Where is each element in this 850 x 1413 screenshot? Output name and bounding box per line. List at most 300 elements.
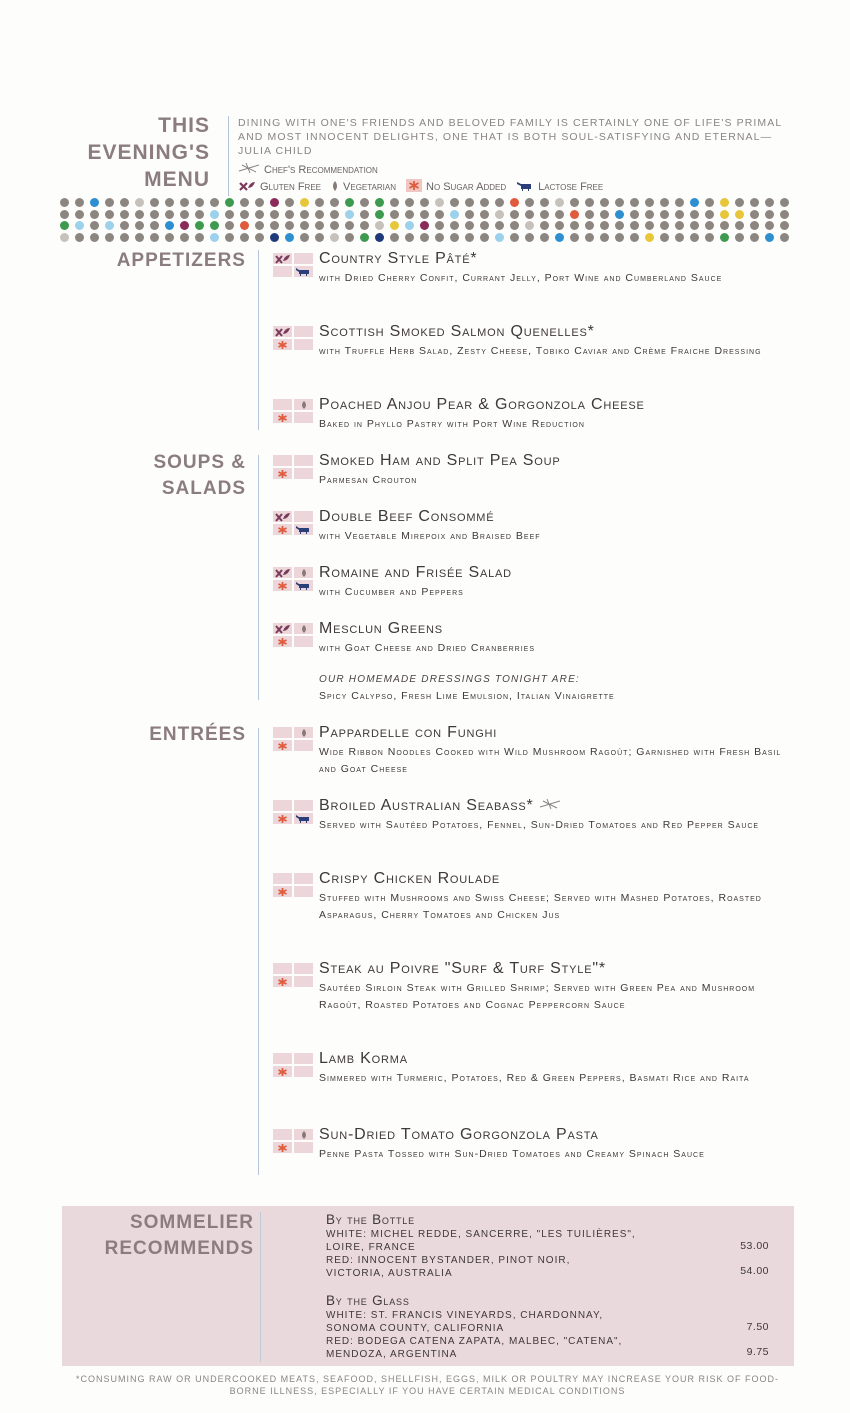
decorative-dot — [180, 233, 189, 242]
decorative-dot — [660, 198, 669, 207]
section-title-line: SALADS — [161, 478, 246, 499]
decorative-dot — [495, 221, 504, 230]
item-name-text: Broiled Australian Seabass* — [319, 797, 534, 815]
decorative-dot — [450, 221, 459, 230]
decorative-dot — [750, 198, 759, 207]
dietary-icon-cell — [273, 1129, 292, 1140]
decorative-dot — [600, 198, 609, 207]
dietary-icon-cell — [273, 412, 292, 423]
decorative-dot — [225, 198, 234, 207]
dietary-icons — [273, 511, 313, 535]
decorative-dot — [480, 233, 489, 242]
dietary-icon-cell — [273, 326, 292, 337]
dietary-icon-cell — [294, 567, 313, 578]
decorative-dot — [375, 210, 384, 219]
decorative-dot — [675, 233, 684, 242]
decorative-dot — [600, 210, 609, 219]
decorative-dot — [690, 233, 699, 242]
item-name — [319, 797, 561, 815]
decorative-dot — [345, 233, 354, 242]
no-sugar-icon — [277, 637, 288, 647]
decorative-dot — [690, 221, 699, 230]
decorative-dot — [315, 233, 324, 242]
leaf-icon — [300, 728, 308, 738]
gluten-free-icon — [238, 180, 256, 195]
dietary-icon-cell — [294, 326, 313, 337]
decorative-dot — [645, 221, 654, 230]
cow-icon — [295, 581, 312, 591]
dietary-icon-cell — [273, 253, 292, 264]
decorative-dot — [480, 198, 489, 207]
dietary-icon-cell — [273, 339, 292, 350]
decorative-dot — [165, 233, 174, 242]
decorative-dot — [270, 221, 279, 230]
decorative-dot — [375, 221, 384, 230]
decorative-dot — [780, 233, 789, 242]
decorative-dot — [480, 210, 489, 219]
by-the-glass-heading: By the Glass — [326, 1293, 410, 1308]
wine-price: 54.00 — [740, 1265, 769, 1277]
wine-line: RED: BODEGA CATENA ZAPATA, MALBEC, "CATENA", — [326, 1336, 623, 1347]
decorative-dot — [345, 198, 354, 207]
leaf-icon — [331, 180, 339, 195]
dietary-icon-cell — [294, 1066, 313, 1077]
decorative-dot — [420, 210, 429, 219]
decorative-dot — [525, 221, 534, 230]
decorative-dot — [570, 233, 579, 242]
decorative-dot — [465, 210, 474, 219]
decorative-dot — [360, 233, 369, 242]
dietary-icon-cell — [294, 511, 313, 522]
wine-line: MENDOZA, ARGENTINA — [326, 1349, 458, 1360]
decorative-dot — [615, 198, 624, 207]
decorative-dot — [735, 198, 744, 207]
leaf-icon — [300, 568, 308, 578]
dietary-icon-cell — [273, 580, 292, 591]
decorative-dot — [405, 210, 414, 219]
item-name: Lamb Korma — [319, 1050, 408, 1067]
wine-line: RED: INNOCENT BYSTANDER, PINOT NOIR, — [326, 1255, 571, 1266]
decorative-dot — [195, 210, 204, 219]
dietary-icons — [273, 1129, 313, 1153]
decorative-dot — [390, 221, 399, 230]
decorative-dot — [465, 198, 474, 207]
decorative-dot — [270, 198, 279, 207]
section-divider — [258, 250, 259, 430]
decorative-dot — [420, 198, 429, 207]
decorative-dot — [720, 210, 729, 219]
decorative-dot — [735, 233, 744, 242]
dietary-icon-cell — [294, 800, 313, 811]
decorative-dot — [465, 221, 474, 230]
item-name: Scottish Smoked Salmon Quenelles* — [319, 323, 595, 340]
wine-line: SONOMA COUNTY, CALIFORNIA — [326, 1323, 505, 1334]
decorative-dot — [615, 221, 624, 230]
decorative-dot — [105, 198, 114, 207]
decorative-dot — [540, 198, 549, 207]
decorative-dot — [240, 210, 249, 219]
decorative-dot — [570, 198, 579, 207]
decorative-dot — [300, 233, 309, 242]
dietary-icon-cell — [294, 266, 313, 277]
dietary-icon-cell — [294, 873, 313, 884]
decorative-dot — [75, 233, 84, 242]
item-name: Smoked Ham and Split Pea Soup — [319, 452, 561, 469]
menu-title — [40, 112, 210, 193]
no-sugar-icon — [277, 340, 288, 350]
legend-chef — [238, 162, 378, 177]
decorative-dot — [90, 198, 99, 207]
decorative-dot — [195, 233, 204, 242]
decorative-dot — [645, 210, 654, 219]
dietary-icons — [273, 623, 313, 647]
dressings-heading: OUR HOMEMADE DRESSINGS TONIGHT ARE: — [319, 674, 580, 685]
item-name: Sun-Dried Tomato Gorgonzola Pasta — [319, 1126, 599, 1143]
no-sugar-icon — [277, 1067, 288, 1077]
cow-icon — [516, 180, 534, 195]
sommelier-title-line: SOMMELIER — [129, 1212, 254, 1233]
decorative-dot — [240, 221, 249, 230]
decorative-dot — [405, 198, 414, 207]
decorative-dot — [555, 198, 564, 207]
decorative-dot — [180, 210, 189, 219]
dietary-legend — [238, 179, 613, 195]
dietary-icon-cell — [294, 399, 313, 410]
decorative-dot — [495, 233, 504, 242]
dietary-icon-cell — [273, 455, 292, 466]
decorative-dot — [75, 210, 84, 219]
legend-lactose-free — [516, 180, 603, 195]
dietary-icons — [273, 326, 313, 350]
decorative-dot — [630, 233, 639, 242]
legend-label: Gluten Free — [260, 181, 322, 193]
decorative-dot — [630, 221, 639, 230]
chef-star-icon — [238, 162, 260, 177]
gluten-free-icon — [274, 254, 291, 264]
item-description: Stuffed with Mushrooms and Swiss Cheese; Served with Mashed Potatoes, Roasted Asparagus, Cherry Tomatoes and Chicken Jus — [319, 892, 762, 921]
decorative-dot — [150, 210, 159, 219]
decorative-dot — [195, 221, 204, 230]
item-description: Simmered with Turmeric, Potatoes, Red & Green Peppers, Basmati Rice and Raita — [319, 1072, 750, 1084]
decorative-dot — [450, 198, 459, 207]
item-description: Penne Pasta Tossed with Sun-Dried Tomatoes and Creamy Spinach Sauce — [319, 1148, 705, 1160]
legend-gluten-free — [238, 180, 321, 195]
dietary-icon-cell — [273, 886, 292, 897]
item-description: Baked in Phyllo Pastry with Port Wine Reduction — [319, 418, 585, 430]
food-safety-disclaimer: *CONSUMING RAW OR UNDERCOOKED MEATS, SEAFOOD, SHELLFISH, EGGS, MILK OR POULTRY MAY INCREASE YOUR RISK OF FOOD-BORNE ILLNESS, ESPECIALLY IF YOU HAVE CERTAIN MEDICAL CONDITIONS — [75, 1374, 780, 1396]
decorative-dot — [75, 198, 84, 207]
section-divider — [258, 728, 259, 1175]
decorative-dot — [660, 233, 669, 242]
item-description: Sautéed Sirloin Steak with Grilled Shrimp; Served with Green Pea and Mushroom Ragoût, Roasted Potatoes and Cognac Peppercorn Sauce — [319, 982, 756, 1011]
no-sugar-icon — [277, 1143, 288, 1153]
decorative-dot — [510, 198, 519, 207]
dietary-icons — [273, 727, 313, 751]
decorative-dot — [705, 210, 714, 219]
decorative-dot — [765, 221, 774, 230]
dietary-icon-cell — [294, 412, 313, 423]
dietary-icon-cell — [273, 873, 292, 884]
no-sugar-icon — [277, 525, 288, 535]
decorative-dot — [345, 210, 354, 219]
dietary-icon-cell — [294, 455, 313, 466]
decorative-dot — [585, 233, 594, 242]
section-title-line: SOUPS & — [153, 452, 246, 473]
wine-line: WHITE: ST. FRANCIS VINEYARDS, CHARDONNAY, — [326, 1310, 604, 1321]
decorative-dot — [90, 221, 99, 230]
decorative-dot — [630, 210, 639, 219]
item-name: Crispy Chicken Roulade — [319, 870, 500, 887]
decorative-dot — [285, 221, 294, 230]
decorative-dot — [285, 210, 294, 219]
decorative-dot — [720, 221, 729, 230]
decorative-dot — [525, 233, 534, 242]
decorative-dot — [135, 221, 144, 230]
decorative-dot — [750, 221, 759, 230]
dietary-icons — [273, 800, 313, 824]
decorative-dot — [705, 221, 714, 230]
decorative-dot — [195, 198, 204, 207]
dietary-icon-cell — [273, 399, 292, 410]
dietary-icon-cell — [273, 1142, 292, 1153]
decorative-dot — [660, 210, 669, 219]
decorative-dot — [375, 198, 384, 207]
decorative-dot — [150, 221, 159, 230]
dietary-icon-cell — [294, 636, 313, 647]
decorative-dot — [765, 233, 774, 242]
decorative-dot — [330, 233, 339, 242]
decorative-dot — [675, 210, 684, 219]
decorative-dot — [60, 210, 69, 219]
decorative-dot — [210, 198, 219, 207]
decorative-dot — [390, 233, 399, 242]
decorative-dot — [675, 221, 684, 230]
decorative-dot — [495, 210, 504, 219]
decorative-dot — [510, 221, 519, 230]
decorative-dot — [675, 198, 684, 207]
item-name: Romaine and Frisée Salad — [319, 564, 512, 581]
dietary-icon-cell — [294, 727, 313, 738]
decorative-dot — [240, 198, 249, 207]
dietary-icon-cell — [294, 468, 313, 479]
decorative-dot — [645, 198, 654, 207]
dietary-icon-cell — [273, 1053, 292, 1064]
item-description: with Vegetable Mirepoix and Braised Beef — [319, 530, 541, 542]
decorative-dot — [585, 221, 594, 230]
legend-vegetarian — [331, 180, 396, 195]
decorative-dot — [225, 210, 234, 219]
no-sugar-icon — [277, 469, 288, 479]
decorative-dot — [270, 210, 279, 219]
wine-price: 7.50 — [746, 1321, 769, 1333]
decorative-dot — [570, 221, 579, 230]
dietary-icon-cell — [273, 1066, 292, 1077]
decorative-dot — [210, 221, 219, 230]
decorative-dot — [120, 233, 129, 242]
decorative-dot — [330, 210, 339, 219]
decorative-dot — [330, 221, 339, 230]
decorative-dot — [120, 198, 129, 207]
section-entrees: ENTRÉES — [149, 724, 246, 745]
decorative-dot — [225, 233, 234, 242]
decorative-dot — [540, 210, 549, 219]
decorative-dot — [555, 221, 564, 230]
decorative-dot — [405, 233, 414, 242]
decorative-dot — [60, 198, 69, 207]
item-description: with Dried Cherry Confit, Currant Jelly, Port Wine and Cumberland Sauce — [319, 272, 723, 284]
decorative-dot — [360, 210, 369, 219]
decorative-dot — [615, 233, 624, 242]
dietary-icon-cell — [273, 524, 292, 535]
decorative-dot — [255, 198, 264, 207]
dietary-icon-cell — [273, 623, 292, 634]
decorative-dot — [345, 221, 354, 230]
legend-label: Vegetarian — [343, 181, 396, 193]
section-soups-salads — [153, 450, 246, 502]
decorative-dot — [585, 210, 594, 219]
gluten-free-icon — [274, 327, 291, 337]
no-sugar-icon — [277, 977, 288, 987]
decorative-dot — [780, 210, 789, 219]
decorative-dot — [555, 233, 564, 242]
dietary-icons — [273, 567, 313, 591]
decorative-dot — [330, 198, 339, 207]
decorative-dot — [435, 210, 444, 219]
dietary-icon-cell — [294, 623, 313, 634]
decorative-dot — [510, 210, 519, 219]
dietary-icon-cell — [294, 253, 313, 264]
legend-label: Lactose Free — [538, 181, 604, 193]
leaf-icon — [300, 624, 308, 634]
no-sugar-icon — [406, 179, 422, 195]
item-description: Parmesan Crouton — [319, 474, 418, 486]
decorative-dot — [465, 233, 474, 242]
decorative-dot — [150, 233, 159, 242]
decorative-dot — [630, 198, 639, 207]
gluten-free-icon — [274, 568, 291, 578]
decorative-dot — [135, 233, 144, 242]
decorative-dot — [750, 210, 759, 219]
menu-title-line: MENU — [144, 168, 210, 191]
cow-icon — [295, 814, 312, 824]
dietary-icon-cell — [294, 813, 313, 824]
decorative-dot — [135, 198, 144, 207]
decorative-dot — [510, 233, 519, 242]
decorative-dot — [480, 221, 489, 230]
decorative-dot — [240, 233, 249, 242]
decorative-dot — [60, 233, 69, 242]
decorative-dot — [720, 198, 729, 207]
decorative-dot — [225, 221, 234, 230]
decorative-dot — [390, 210, 399, 219]
decorative-dot — [165, 221, 174, 230]
decorative-dot — [660, 221, 669, 230]
decorative-dot — [285, 198, 294, 207]
no-sugar-icon — [277, 413, 288, 423]
decorative-dot — [420, 233, 429, 242]
wine-line: WHITE: MICHEL REDDE, SANCERRE, "LES TUILIÈRES", — [326, 1229, 636, 1240]
decorative-dot — [615, 210, 624, 219]
header-divider — [228, 116, 229, 196]
decorative-dot — [360, 198, 369, 207]
decorative-dot — [135, 210, 144, 219]
decorative-dot — [300, 221, 309, 230]
decorative-dot — [360, 221, 369, 230]
decorative-dot — [540, 221, 549, 230]
decorative-dot — [390, 198, 399, 207]
dietary-icon-cell — [294, 1053, 313, 1064]
dietary-icon-cell — [273, 740, 292, 751]
section-divider — [258, 455, 259, 700]
decorative-dot — [120, 221, 129, 230]
dietary-icon-cell — [294, 963, 313, 974]
dietary-icon-cell — [273, 636, 292, 647]
chef-star-icon — [539, 797, 561, 815]
leaf-icon — [300, 1130, 308, 1140]
decorative-dot — [435, 233, 444, 242]
decorative-dot — [180, 221, 189, 230]
menu-title-line: THIS — [158, 114, 210, 137]
menu-title-line: EVENING'S — [87, 141, 210, 164]
decorative-dot — [150, 198, 159, 207]
decorative-dot — [600, 221, 609, 230]
legend-chef-label: Chef's Recommendation — [264, 163, 378, 176]
item-name: Country Style Pâté* — [319, 250, 478, 267]
item-description: Served with Sautéed Potatoes, Fennel, Sun-Dried Tomatoes and Red Pepper Sauce — [319, 819, 760, 831]
wine-price: 53.00 — [740, 1240, 769, 1252]
dietary-icon-cell — [294, 1142, 313, 1153]
legend-label: No Sugar Added — [426, 181, 507, 193]
dietary-icon-cell — [273, 976, 292, 987]
decorative-dot — [645, 233, 654, 242]
decorative-dot — [705, 198, 714, 207]
item-description: with Truffle Herb Salad, Zesty Cheese, Tobiko Caviar and Crème Fraiche Dressing — [319, 345, 762, 357]
decorative-dot — [375, 233, 384, 242]
decorative-dot — [705, 233, 714, 242]
decorative-dot — [270, 233, 279, 242]
decorative-dot — [525, 210, 534, 219]
julia-child-quote: DINING WITH ONE'S FRIENDS AND BELOVED FAMILY IS CERTAINLY ONE OF LIFE'S PRIMAL AND MOST INNOCENT DELIGHTS, ONE THAT IS BOTH SOUL-SATISFYING AND ETERNAL— JULIA CHILD — [238, 117, 782, 157]
sommelier-title — [0, 1210, 254, 1262]
decorative-dot — [780, 221, 789, 230]
item-name: Poached Anjou Pear & Gorgonzola Cheese — [319, 396, 645, 413]
decorative-dot — [735, 221, 744, 230]
dietary-icons — [273, 399, 313, 423]
decorative-dot — [555, 210, 564, 219]
no-sugar-icon — [277, 741, 288, 751]
item-description: with Cucumber and Peppers — [319, 586, 464, 598]
decorative-dot — [765, 198, 774, 207]
decorative-dot — [720, 233, 729, 242]
item-description: Wide Ribbon Noodles Cooked with Wild Mushroom Ragoût; Garnished with Fresh Basil and Goat Cheese — [319, 746, 782, 775]
decorative-dot — [105, 233, 114, 242]
decorative-dot — [435, 198, 444, 207]
wine-line: LOIRE, FRANCE — [326, 1242, 416, 1253]
leaf-icon — [300, 400, 308, 410]
decorative-dot — [210, 210, 219, 219]
dietary-icons — [273, 1053, 313, 1077]
dietary-icon-cell — [273, 511, 292, 522]
decorative-dot — [105, 221, 114, 230]
gluten-free-icon — [274, 624, 291, 634]
by-the-bottle-heading: By the Bottle — [326, 1212, 415, 1227]
decorative-dot — [570, 210, 579, 219]
cow-icon — [295, 267, 312, 277]
decorative-dot — [255, 221, 264, 230]
sommelier-divider — [260, 1212, 261, 1362]
dietary-icon-cell — [294, 580, 313, 591]
cow-icon — [295, 525, 312, 535]
